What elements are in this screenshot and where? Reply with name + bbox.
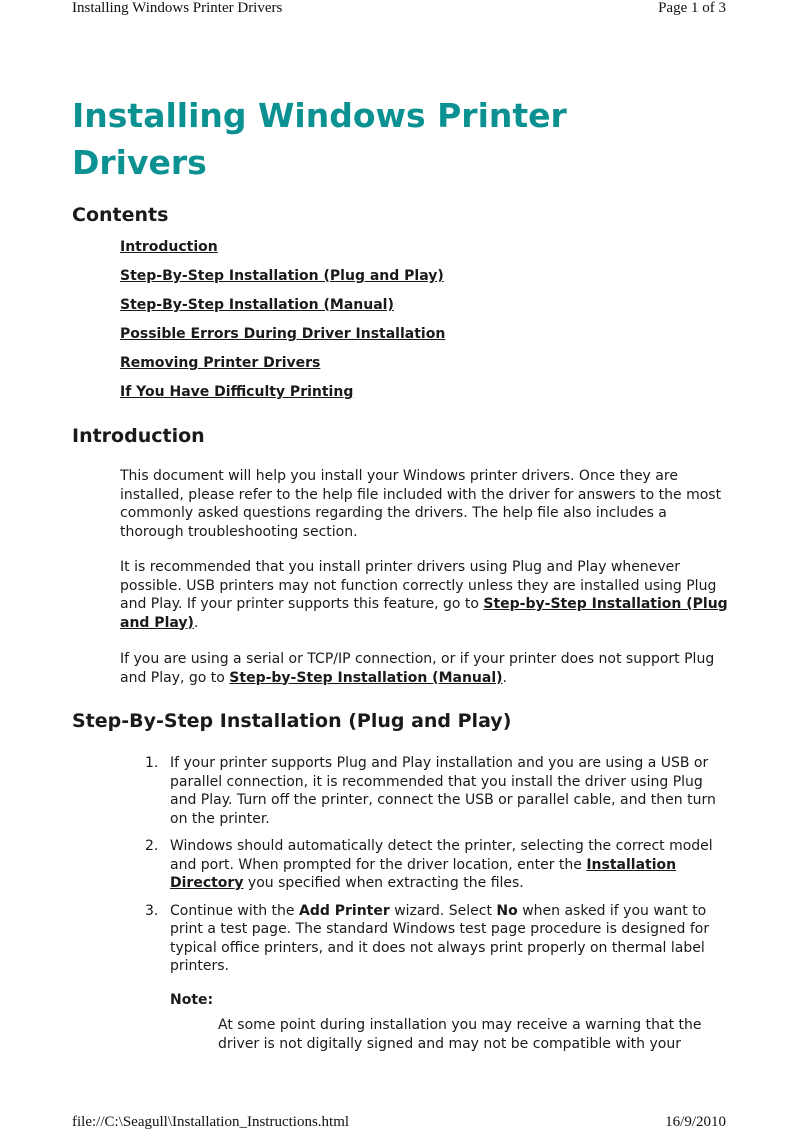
step-number: 3. bbox=[145, 902, 159, 919]
list-item bbox=[145, 902, 730, 976]
toc-link-plug-and-play[interactable]: Step-By-Step Installation (Plug and Play) bbox=[120, 268, 444, 284]
toc-link-introduction[interactable]: Introduction bbox=[120, 239, 218, 255]
intro-p2-text: It is recommended that you install printer drivers using Plug and Play whenever possible. USB printers may not function correctly unless they are installed using Plug and Play. If your printer supports this feature, go to bbox=[120, 559, 717, 612]
intro-paragraph-3 bbox=[120, 650, 730, 687]
table-of-contents bbox=[120, 237, 445, 411]
intro-paragraph-1: This document will help you install your Windows printer drivers. Once they are installed, please refer to the help file included with the driver for answers to the most commonly asked questions regarding the drivers. The help file also includes a thorough troubleshooting section. bbox=[120, 468, 722, 540]
footer-file-path: file://C:\Seagull\Installation_Instructions.html bbox=[72, 1114, 350, 1130]
step-number: 1. bbox=[145, 755, 159, 771]
note-label: Note: bbox=[170, 992, 214, 1008]
page-header bbox=[72, 0, 726, 17]
toc-link-removing-drivers[interactable]: Removing Printer Drivers bbox=[120, 355, 321, 371]
page-title: Installing Windows Printer Drivers bbox=[72, 96, 567, 182]
step-text-end: you specified when extracting the files. bbox=[243, 875, 524, 891]
contents-heading: Contents bbox=[72, 204, 169, 226]
step-text: Windows should automatically detect the printer, selecting the correct model and port. When prompted for the driver location, enter the bbox=[170, 838, 713, 873]
toc-link-manual[interactable]: Step-By-Step Installation (Manual) bbox=[120, 297, 394, 313]
toc-link-possible-errors[interactable]: Possible Errors During Driver Installation bbox=[120, 326, 446, 342]
intro-p3-text: If you are using a serial or TCP/IP connection, or if your printer does not support Plug and Play, go to bbox=[120, 651, 715, 686]
introduction-heading: Introduction bbox=[72, 425, 205, 447]
header-page-number: Page 1 of 3 bbox=[658, 0, 726, 16]
link-manual-installation[interactable]: Step-by-Step Installation (Manual) bbox=[229, 669, 503, 686]
plug-and-play-heading: Step-By-Step Installation (Plug and Play) bbox=[72, 710, 512, 732]
add-printer-term: Add Printer bbox=[298, 902, 390, 919]
step-text: when asked if you want to print a test page. The standard Windows test page procedure is designed for typical office printers, and it does not always print properly on thermal label printers. bbox=[170, 902, 710, 974]
list-item bbox=[145, 837, 730, 893]
intro-p2-end: . bbox=[193, 614, 199, 631]
toc-item bbox=[120, 353, 445, 382]
header-title: Installing Windows Printer Drivers bbox=[72, 0, 283, 16]
list-item bbox=[145, 754, 730, 828]
link-plug-and-play[interactable]: Step-by-Step Installation (Plug and Play) bbox=[120, 596, 728, 631]
toc-item bbox=[120, 237, 445, 266]
step-text: wizard. Select bbox=[389, 902, 497, 919]
toc-item bbox=[120, 382, 445, 411]
toc-item bbox=[120, 295, 445, 324]
intro-p3-end: . bbox=[502, 669, 507, 686]
toc-link-difficulty-printing[interactable]: If You Have Difficulty Printing bbox=[120, 384, 354, 400]
toc-item bbox=[120, 324, 445, 353]
toc-item bbox=[120, 266, 445, 295]
step-number: 2. bbox=[145, 838, 159, 854]
step-text: Continue with the bbox=[170, 902, 299, 919]
step-text: If your printer supports Plug and Play installation and you are using a USB or parallel connection, it is recommended that you install the driver using Plug and Play. Turn off the printer, connect the USB or parallel cable, and then turn on the printer. bbox=[170, 755, 716, 827]
page-footer bbox=[72, 1114, 726, 1131]
link-installation-directory[interactable]: Installation Directory bbox=[170, 856, 677, 891]
installation-steps bbox=[145, 754, 730, 985]
intro-paragraph-2 bbox=[120, 558, 730, 632]
footer-date: 16/9/2010 bbox=[665, 1114, 726, 1130]
no-term: No bbox=[496, 902, 518, 919]
note-text: At some point during installation you may receive a warning that the driver is not digitally signed and may not be compatible with your bbox=[218, 1017, 702, 1052]
